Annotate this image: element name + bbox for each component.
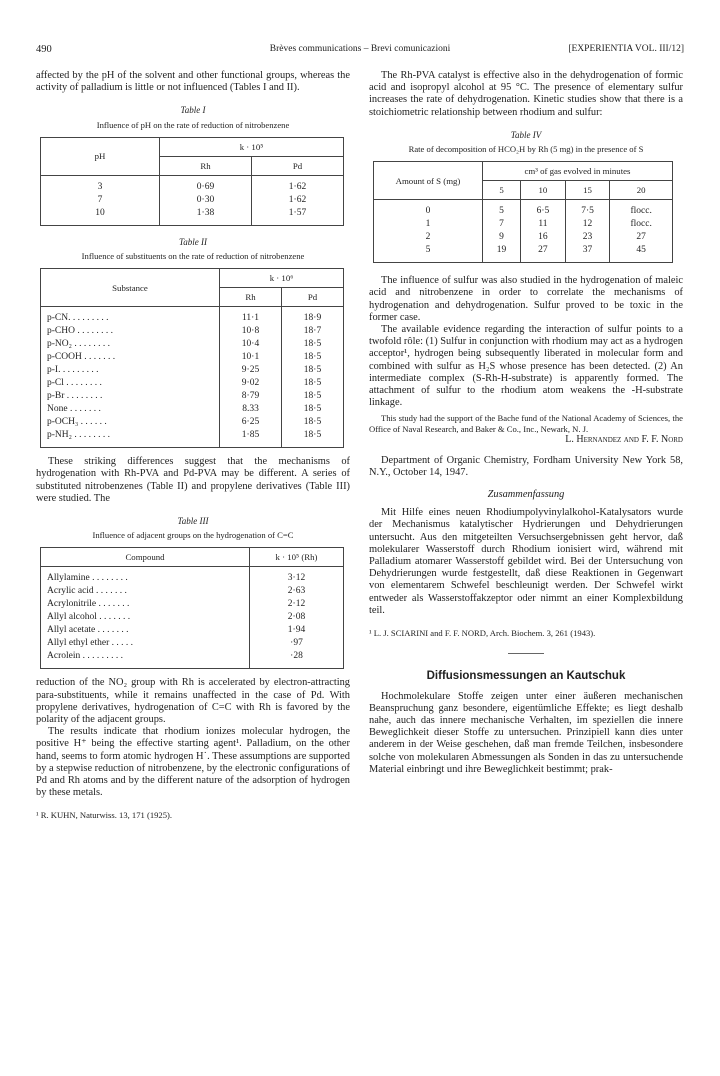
table-cell: 19 <box>483 244 521 263</box>
col-header: Compound <box>41 548 250 567</box>
table-row <box>41 194 344 207</box>
paragraph: These striking differences suggest that the mechanisms of hydrogenation with Rh-PVA and Pd-PVA may be different. A series of substituted nitrobenzenes (Table II) and propylene derivatives (Table III) were studied. The <box>36 456 350 504</box>
table-cell: 8·79 <box>220 390 282 403</box>
table-cell: 1·85 <box>220 429 282 448</box>
table-row <box>374 244 673 263</box>
table-cell: ·97 <box>250 637 344 650</box>
table-caption: Rate of decomposition of HCO₂H by Rh (5 mg) in the presence of S <box>408 144 644 155</box>
journal-section: Brèves communications – Brevi comunicazioni <box>269 44 451 54</box>
table-row <box>41 598 344 611</box>
table-cell: 18·5 <box>282 364 344 377</box>
col-header: 15 <box>565 181 610 200</box>
table-cell: 23 <box>565 231 610 244</box>
table-cell: 45 <box>610 244 673 263</box>
col-header: 5 <box>483 181 521 200</box>
table-cell: 9·25 <box>220 364 282 377</box>
table-row <box>41 429 344 448</box>
table-cell: 8.33 <box>220 403 282 416</box>
group-header: k · 10⁵ <box>160 137 344 156</box>
table-cell: 18·5 <box>282 377 344 390</box>
table-row <box>374 200 673 219</box>
table-cell: 18·5 <box>282 429 344 448</box>
table-cell: 3·12 <box>250 567 344 586</box>
table-cell: flocc. <box>610 200 673 219</box>
journal-volume: [EXPERIENTIA VOL. III/12] <box>568 44 684 54</box>
table-cell: 18·7 <box>282 325 344 338</box>
table-cell: Allyl ethyl ether . . . . . <box>41 637 250 650</box>
running-header <box>36 44 684 58</box>
summary-heading: Zusammenfassung <box>487 489 565 501</box>
table-cell: 0·30 <box>160 194 252 207</box>
authors: L. Hernandez and F. F. Nord <box>565 434 683 446</box>
table-cell: 9 <box>483 231 521 244</box>
table-cell: 18·5 <box>282 338 344 351</box>
table-cell: 1·94 <box>250 624 344 637</box>
footnote: ¹ L. J. SCIARINI and F. F. NORD, Arch. Biochem. 3, 261 (1943). <box>369 628 596 639</box>
table-row <box>41 325 344 338</box>
row-header: Amount of S (mg) <box>374 162 483 200</box>
table-title: Table III <box>177 516 209 527</box>
table-cell: 5 <box>374 244 483 263</box>
table-cell: 18·5 <box>282 390 344 403</box>
paragraph: Hochmolekulare Stoffe zeigen unter einer äußeren mechanischen Beanspruchung ganz besondere, eigentümliche Effekte; es liegt deshalb nahe, auch das innere mechanische Verhalten, im speziellen die innere Beweglichkeit dieser Stoffe zu untersuchen. Prinzipiell kann dies unter anderem in der Weise geschehen, daß man fremde Teilchen, insbesondere solche von molekularen Abmessungen als Sonden in das zu untersuchende Material einbringt und ihre Beweglichkeit bestimmt; prak- <box>369 690 683 775</box>
table-row <box>374 218 673 231</box>
col-header: 10 <box>521 181 566 200</box>
row-header: Substance <box>41 269 220 307</box>
table-cell: 1·38 <box>160 207 252 226</box>
table-cell: 9·02 <box>220 377 282 390</box>
table-cell: 18·9 <box>282 307 344 326</box>
table-cell: p-OCH₃ . . . . . . <box>41 416 220 429</box>
col-header: 20 <box>610 181 673 200</box>
table-cell: p-CHO . . . . . . . . <box>41 325 220 338</box>
table-row <box>41 416 344 429</box>
page-number: 490 <box>36 44 52 55</box>
table-cell: Acrylonitrile . . . . . . . <box>41 598 250 611</box>
col-header: Rh <box>160 156 252 175</box>
table-cell: 10·4 <box>220 338 282 351</box>
col-header: Pd <box>282 288 344 307</box>
table-cell: Allylamine . . . . . . . . <box>41 567 250 586</box>
table-cell: 1 <box>374 218 483 231</box>
table-cell: 0·69 <box>160 175 252 194</box>
table-cell: p-Cl . . . . . . . . <box>41 377 220 390</box>
col-header: Pd <box>252 156 344 175</box>
table-row <box>374 231 673 244</box>
table-row <box>41 585 344 598</box>
table-cell: p-NH₂ . . . . . . . . <box>41 429 220 448</box>
table-cell: Acrolein . . . . . . . . . <box>41 650 250 669</box>
table-cell: Allyl acetate . . . . . . . <box>41 624 250 637</box>
acknowledgement: This study had the support of the Bache fund of the National Academy of Sciences, the Office of Naval Research, and Baker & Co., Inc., Newark, N. J. <box>369 413 683 434</box>
table-cell: 0 <box>374 200 483 219</box>
divider <box>508 653 544 654</box>
table-title: Table I <box>180 105 206 116</box>
table-cell: 27 <box>521 244 566 263</box>
left-column <box>36 70 350 822</box>
affiliation: Department of Organic Chemistry, Fordham University New York 58, N.Y., October 14, 1947. <box>369 454 683 478</box>
table-cell: 2·12 <box>250 598 344 611</box>
table-cell: p-COOH . . . . . . . <box>41 351 220 364</box>
table-row <box>41 567 344 586</box>
table-cell: ·28 <box>250 650 344 669</box>
table-row <box>41 390 344 403</box>
table-1 <box>40 137 344 226</box>
group-header: k · 10⁶ <box>220 269 344 288</box>
table-cell: 7 <box>483 218 521 231</box>
paragraph: The influence of sulfur was also studied in the hydrogenation of maleic acid and nitrobenzene in order to correlate the mechanisms of hydrogenation and dehydrogenation. Sulfur proved to be toxic in the former case. <box>369 275 683 323</box>
table-cell: Acrylic acid . . . . . . . <box>41 585 250 598</box>
table-cell: 12 <box>565 218 610 231</box>
table-cell: 27 <box>610 231 673 244</box>
table-cell: 3 <box>41 175 160 194</box>
col-header: k · 10⁵ (Rh) <box>250 548 344 567</box>
table-row <box>41 611 344 624</box>
table-caption: Influence of pH on the rate of reduction of nitrobenzene <box>96 119 290 130</box>
table-cell: 1·62 <box>252 194 344 207</box>
table-cell: 18·5 <box>282 416 344 429</box>
paragraph: The results indicate that rhodium ionizes molecular hydrogen, the positive H⁺ being the effective starting agent¹. Palladium, on the other hand, seems to form atomic hydrogen H˙. These assumptions are supported by a stepwise reduction of nitrobenzene, by the electronic configurations of Pd and Rh atoms and by the different nature of the adsorption of hydrogen by these metals. <box>36 726 350 799</box>
table-cell: flocc. <box>610 218 673 231</box>
table-row <box>41 175 344 194</box>
table-cell: 10·8 <box>220 325 282 338</box>
table-cell: 10·1 <box>220 351 282 364</box>
table-row <box>41 338 344 351</box>
table-cell: 1·62 <box>252 175 344 194</box>
table-cell: 2·08 <box>250 611 344 624</box>
table-cell: 5 <box>483 200 521 219</box>
table-cell: 11·1 <box>220 307 282 326</box>
table-row <box>41 650 344 669</box>
table-2 <box>40 268 344 448</box>
table-cell: 2·63 <box>250 585 344 598</box>
row-header: pH <box>41 137 160 175</box>
table-cell: 18·5 <box>282 351 344 364</box>
table-caption: Influence of adjacent groups on the hydrogenation of C=C <box>92 530 294 541</box>
table-cell: 7 <box>41 194 160 207</box>
table-cell: p-Br . . . . . . . . <box>41 390 220 403</box>
table-cell: 11 <box>521 218 566 231</box>
table-cell: 18·5 <box>282 403 344 416</box>
summary: Mit Hilfe eines neuen Rhodiumpolyvinylalkohol-Katalysators wurde der Mechanismus katalytischer Hydrierungen und Dehydrierungen untersucht. Aus den mitgeteilten Versuchsergebnissen geht hervor, daß molekularer Wasserstoff durch Rhodium ionisiert wird, während mit Palladium atomarer Wasserstoff gebildet wird. Bei der Untersuchung von Dehydrierungen wurde festgestellt, daß diese Reaktionen in Gegenwart von elementarem Schwefel beschleunigt werden. Der Schwefel wirkt entweder als Wasserstoffakzeptor oder nimmt an einer Komplexbildung teil. <box>369 507 683 616</box>
table-title: Table II <box>179 236 207 247</box>
table-cell: 37 <box>565 244 610 263</box>
table-cell: 16 <box>521 231 566 244</box>
table-cell: 6·25 <box>220 416 282 429</box>
table-cell: p-CN. . . . . . . . . <box>41 307 220 326</box>
table-cell: 10 <box>41 207 160 226</box>
right-column <box>369 70 683 776</box>
table-row <box>41 364 344 377</box>
article-title: Diffusionsmessungen an Kautschuk <box>426 670 626 683</box>
paragraph: reduction of the NO₂ group with Rh is accelerated by electron-attracting para-substituents, while it remains unaffected in the case of Pd. With propylene derivatives, hydrogenation of C=C with Rh is favored by the polarity of the adjacent groups. <box>36 677 350 726</box>
table-cell: 2 <box>374 231 483 244</box>
paragraph: The Rh-PVA catalyst is effective also in the dehydrogenation of formic acid and isopropyl alcohol at 95 °C. The presence of elementary sulfur increases the rate of dehydrogenation. Kinetic studies show that there is a stoichiometric relationship between rhodium and sulfur: <box>369 70 683 118</box>
table-cell: None . . . . . . . <box>41 403 220 416</box>
footnote: ¹ R. KUHN, Naturwiss. 13, 171 (1925). <box>36 810 173 821</box>
table-3 <box>40 547 344 669</box>
table-4 <box>373 161 673 263</box>
table-row <box>41 624 344 637</box>
table-row <box>41 307 344 326</box>
table-cell: p-I. . . . . . . . . <box>41 364 220 377</box>
table-row <box>41 403 344 416</box>
table-cell: Allyl alcohol . . . . . . . <box>41 611 250 624</box>
table-row <box>41 207 344 226</box>
table-cell: 6·5 <box>521 200 566 219</box>
group-header: cm³ of gas evolved in minutes <box>483 162 673 181</box>
col-header: Rh <box>220 288 282 307</box>
paragraph: The available evidence regarding the interaction of sulfur points to a twofold rôle: (1) Sulfur in conjunction with rhodium may act as a hydrogen acceptor¹, hydrogen being subsequently liberated in molecular form and combined with sulfur as H₂S whose presence has been detected. (2) An intermediate complex (S-Rh-H-substrate) is apparently formed. The attachment of sulfur to the rhodium atom weakens the -H-substrate linkage. <box>369 324 683 409</box>
table-cell: 1·57 <box>252 207 344 226</box>
table-row <box>41 637 344 650</box>
table-row <box>41 377 344 390</box>
table-cell: 7·5 <box>565 200 610 219</box>
table-caption: Influence of substituents on the rate of reduction of nitrobenzene <box>81 251 305 262</box>
table-row <box>41 351 344 364</box>
table-title: Table IV <box>510 129 542 140</box>
table-cell: p-NO₂ . . . . . . . . <box>41 338 220 351</box>
paragraph: affected by the pH of the solvent and other functional groups, whereas the activity of palladium is little or not influenced (Tables I and II). <box>36 70 350 94</box>
